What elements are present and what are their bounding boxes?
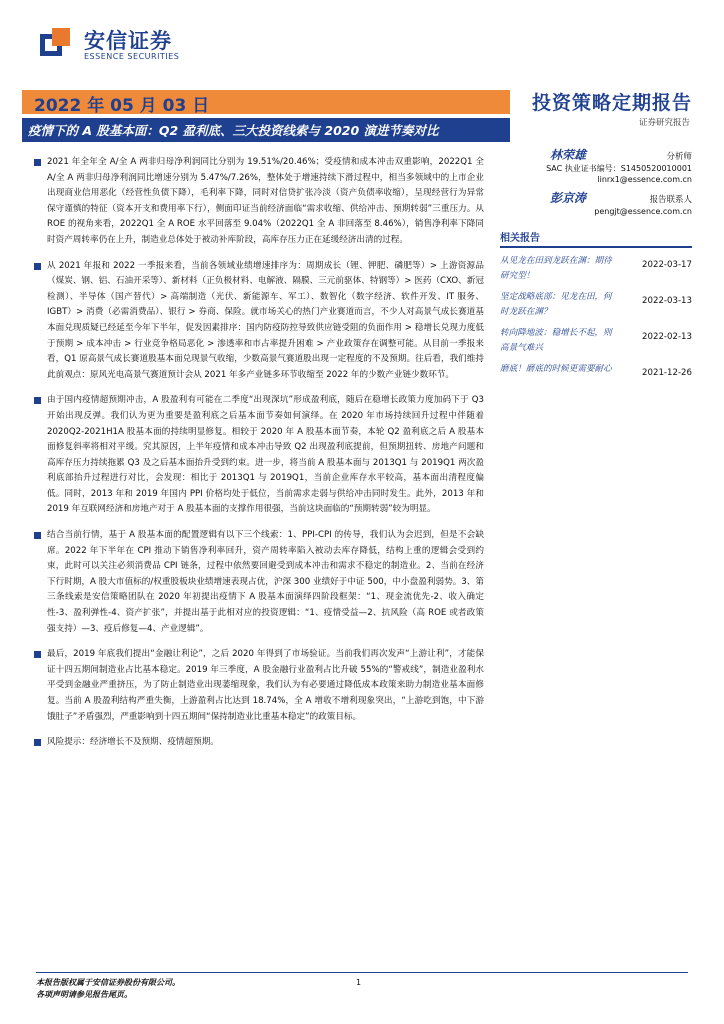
related-report-title[interactable]: 从见龙在田到龙跃在渊：期待研究型！ bbox=[500, 256, 612, 281]
related-report-title[interactable]: 坚定战略底部：见龙在田，何时龙跃在渊？ bbox=[500, 292, 612, 317]
analyst-card bbox=[500, 193, 692, 217]
disclaimer-notice: 各项声明请参见报告尾页。 bbox=[36, 990, 132, 999]
bullet-icon bbox=[34, 532, 41, 539]
footer-divider bbox=[36, 972, 688, 973]
summary-paragraph: 结合当前行情，基于 A 股基本面的配置逻辑有以下三个线索：1、PPI-CPI 的传导，我们认为会迟到，但是不会缺席。2022 年下半年在 CPI 推动下销售净利率回升，资产周转率陷入被动去库存降低，结构上重的逻辑会受到约束，此时可以关注必须消费品 CPI 链条，过程中依然要回避受到成本冲击和需求不稳定的制造业。2、当前在经济下行时期，A 股大市值标的/权重股板块业绩增速表现占优，沪深 300 业绩好于中证 500，中小盘盈利弱势。3、第三条线索是安信策略团队在 2020 年初提出疫情下 A 股基本面演绎四阶段框架：“1、现金流优先-2、收入确定性-3、盈利弹性-4、资产扩张”，并提出基于此相对应的投资逻辑：“1、疫情受益—2、抗风险（高 ROE 或者政策强支持）—3、疫后修复—4、产业逻辑”。 bbox=[36, 528, 484, 637]
summary-paragraph: 最后，2019 年底我们提出“金融让利论”，之后 2020 年得到了市场验证。当前我们再次发声“上游让利”，才能保证十四五期间制造业占比基本稳定。2019 年三季度，A 股金融行业盈利占比升破 55%的“警戒线”，制造业盈利水平受到金融业严重挤压，为了防止制造业出现萎缩现象，我们认为有必要通过降低成本政策来助力制造业基本面修复。当前 A 股盈利结构严重失衡，上游盈利占比达到 18.74%，全 A 增收不增利现象突出，“上游吃到饱，中下游饿肚子”矛盾强烈，严重影响到十四五期间“保持制造业比重基本稳定”的政策目标。 bbox=[36, 647, 484, 725]
bullet-icon bbox=[34, 651, 41, 658]
related-report-date: 2022-03-17 bbox=[642, 260, 692, 270]
brand-logo bbox=[40, 28, 179, 62]
related-report-date: 2021-12-26 bbox=[642, 368, 692, 378]
summary-paragraph: 从 2021 年报和 2022 一季报来看，当前各领域业绩增速排序为：周期成长（锂、钾肥、磷肥等）> 上游资源品（煤炭、钢、铝、石油开采等）、新材料（正负极材料、电解液、隔膜、三元前驱体、特钢等）> 医药（CXO、新冠检测）、半导体（国产替代）> 高端制造（光伏、新能源车、军工）、数智化（数字经济、软件开发、IT 服务、IGBT）> 消费（必需消费品）、银行 > 券商、保险。就市场关心的热门产业赛道而言，不少人对高景气成长赛道基本面兑现质疑已经延至今年下半年，促发因素排序：国内防疫防控导致供应链受阻的负面作用 > 稳增长兑现力度低于预期 > 成本冲击 > 行业竞争格局恶化 > 渗透率和市占率提升困难 > 产业政策存在调整可能。从目前一季报来看，Q1 原高景气成长赛道股基本面兑现景气收缩，少数高景气赛道股出现一定程度的不及预期。往后看，我们维持此前观点：原风光电高景气赛道预计会从 2021 年多产业链多环节收缩至 2022 年的少数产业链少数环节。 bbox=[36, 259, 484, 384]
report-body bbox=[36, 155, 484, 761]
analyst-name: 彭京涛 bbox=[550, 191, 587, 205]
analyst-role: 报告联系人 bbox=[649, 195, 692, 205]
footer-disclaimer bbox=[36, 977, 180, 1001]
logo-icon bbox=[40, 28, 76, 62]
related-reports-list bbox=[500, 254, 692, 381]
related-report-date: 2022-03-13 bbox=[642, 296, 692, 306]
bullet-icon bbox=[34, 159, 41, 166]
related-report-item[interactable] bbox=[500, 362, 692, 381]
brand-name-en: ESSENCE SECURITIES bbox=[84, 51, 180, 61]
related-report-title[interactable]: 磨底！磨底的时候更需要耐心 bbox=[500, 364, 612, 374]
analyst-email[interactable]: linrx1@essence.com.cn bbox=[597, 175, 692, 184]
report-date: 2022 年 05 月 03 日 bbox=[34, 96, 210, 116]
risk-warning: 风险提示：经济增长不及预期、疫情超预期。 bbox=[36, 735, 484, 751]
analyst-cert: SAC 执业证书编号：S1450520010001 bbox=[546, 164, 692, 173]
report-subtype: 证券研究报告 bbox=[638, 118, 690, 128]
related-report-item[interactable] bbox=[500, 254, 692, 284]
related-report-item[interactable] bbox=[500, 326, 692, 356]
related-reports-heading: 相关报告 bbox=[500, 227, 692, 248]
analyst-role: 分析师 bbox=[666, 152, 692, 162]
bullet-icon bbox=[34, 397, 41, 404]
page-number: 1 bbox=[356, 978, 362, 987]
analyst-card bbox=[500, 150, 692, 185]
analyst-name: 林荣雄 bbox=[550, 148, 587, 162]
bullet-icon bbox=[34, 739, 41, 746]
analyst-email[interactable]: pengjt@essence.com.cn bbox=[594, 207, 692, 216]
related-report-date: 2022-02-13 bbox=[642, 332, 692, 342]
brand-name-cn: 安信证券 bbox=[84, 28, 172, 53]
bullet-icon bbox=[34, 263, 41, 270]
summary-paragraph: 由于国内疫情超预期冲击，A 股盈利有可能在二季度“出现深坑”形成盈利底，随后在稳增长政策力度加码下于 Q3 开始出现反弹。我们认为更为重要是盈利底之后基本面节奏如何演绎。在 2020 年市场持续回升过程中伴随着 2020Q2-2021H1A 股基本面的持续明显修复。相较于 2020 年 A 股基本面节奏，本轮 Q2 盈利底之后 A 股基本面修复斜率将相对平缓。究其原因，上半年疫情和成本冲击导致 Q2 出现盈利底提前，但预期扭转、房地产问题和高库存压力持续拖累 Q3 及之后基本面抬升受到约束。进一步，将当前 A 股基本面与 2013Q1 与 2019Q1 两次盈利底部抬升过程进行对比，会发现：相比于 2013Q1 与 2019Q1，当前企业库存水平较高，基本面出清程度偏低。同时，2013 年和 2019 年国内 PPI 价格均处于低位，当前需求走弱与供给冲击同时发生。此外，2013 年和 2019 年互联网经济和房地产对于 A 股基本面的支撑作用很强，当前这块面临的“预期转弱”较为明显。 bbox=[36, 393, 484, 518]
report-type: 投资策略定期报告 bbox=[531, 92, 692, 114]
sidebar bbox=[500, 150, 692, 387]
related-report-title[interactable]: 转向降地波：稳增长不起，则高景气难兴 bbox=[500, 328, 612, 353]
report-title: 疫情下的 A 股基本面：Q2 盈利底、三大投资线索与 2020 演进节奏对比 bbox=[28, 123, 439, 138]
related-report-item[interactable] bbox=[500, 290, 692, 320]
copyright-notice: 本报告版权属于安信证券股份有限公司。 bbox=[36, 978, 180, 987]
summary-paragraph: 2021 年全年全 A/全 A 两非归母净利润同比分别为 19.51%/20.46%；受疫情和成本冲击双重影响，2022Q1 全 A/全 A 两非归母净利润同比增速分别为 5.47%/7.26%，整体处于增速持续下滑过程中，相当多领域中的上市企业出现商业信用恶化（经营性负债下降），毛利率下降，同时对信贷扩张冷淡（资产负债率收缩），呈现经营行为异常保守谨慎的特征（资本开支和费用率下行），侧面印证当前经济面临“需求收缩、供给冲击、预期转弱”三重压力。从 ROE 的视角来看，2022Q1 全 A ROE 水平回落至 9.04%（2022Q1 全 A 非回落至 8.46%），销售净利率下降同时资产周转率仍在上升，制造业总体处于被动补库阶段，高库存压力正在延缓经济出清的过程。 bbox=[36, 155, 484, 249]
